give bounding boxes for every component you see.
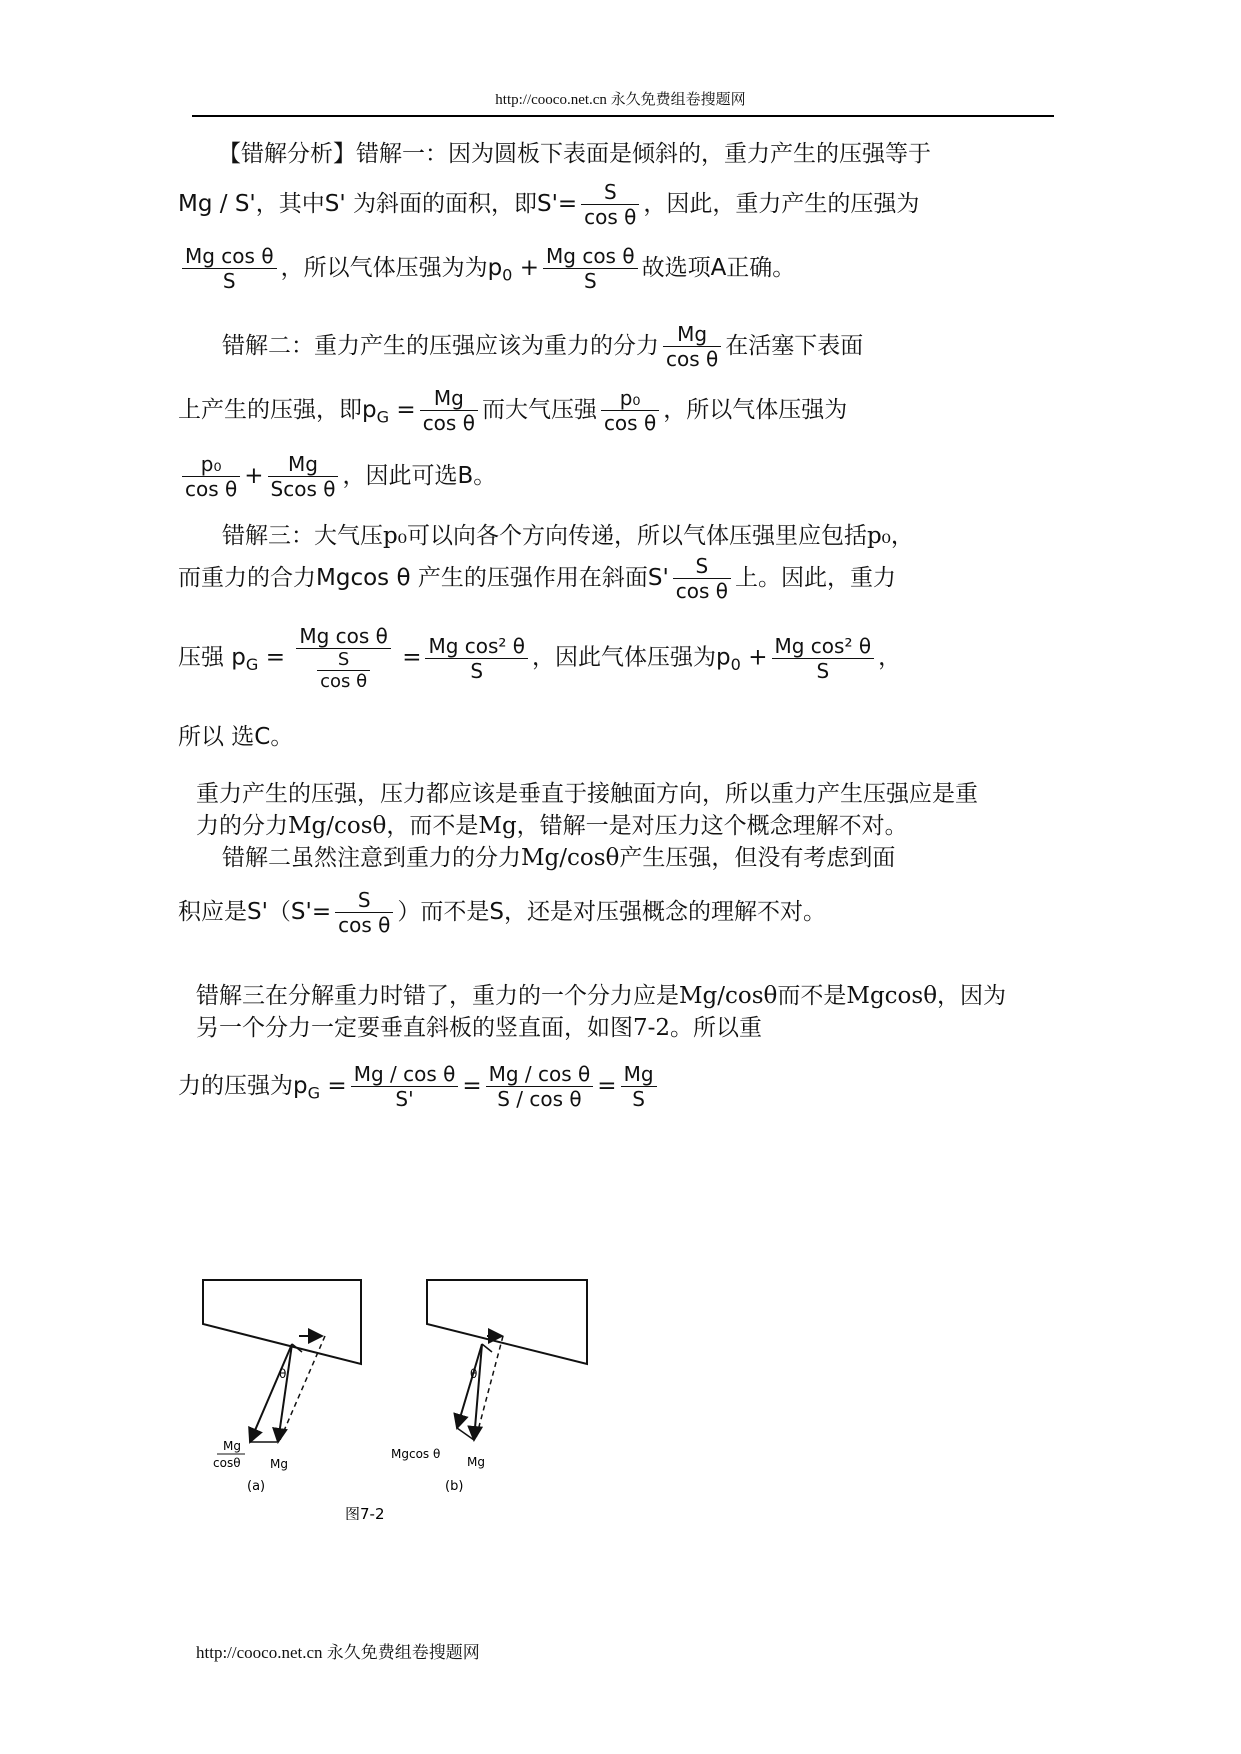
label-b: (b) (445, 1479, 464, 1494)
line-3 (178, 244, 795, 293)
fraction-s-over-cos (581, 180, 639, 229)
equals-sign: = (396, 397, 416, 423)
frac-num: p₀ (619, 386, 641, 410)
line-8-text-b: 上。因此，重力 (735, 565, 897, 591)
fraction-mgdiv-over-sdiv (486, 1062, 594, 1111)
line-4-text-a: 错解二：重力产生的压强应该为重力的分力 (222, 333, 659, 359)
cos-den-label-a: cosθ (213, 1456, 241, 1470)
fraction-mgcos2-over-s-2 (772, 634, 875, 683)
fraction-p0-over-cos-2 (182, 452, 240, 501)
equals-sign: = (402, 644, 422, 671)
frac-num: Mg cos θ (299, 624, 388, 648)
line-16: 另一个分力一定要垂直斜板的竖直面，如图7-2。所以重 (196, 1015, 763, 1041)
frac-num: S (357, 888, 371, 912)
line-15: 错解三在分解重力时错了，重力的一个分力应是Mg/cosθ而不是Mgcosθ，因为 (196, 983, 1007, 1009)
board-b (427, 1280, 587, 1364)
line-8-text-a: 而重力的合力Mgcos θ 产生的压强作用在斜面S' (178, 565, 669, 591)
frac-num: Mg (433, 386, 464, 410)
connector-b (457, 1428, 474, 1440)
mg-label-b: Mg (467, 1455, 485, 1469)
equals-sign: = (265, 644, 285, 671)
line-14 (178, 888, 826, 937)
subscript-g: G (307, 1083, 321, 1103)
line-1: 【错解分析】错解一：因为圆板下表面是倾斜的，重力产生的压强等于 (218, 141, 931, 167)
line-7: 错解三：大气压p₀可以向各个方向传递，所以气体压强里应包括p₀， (222, 523, 914, 549)
frac-den: S (470, 658, 484, 683)
mg-label-a: Mg (270, 1457, 288, 1471)
upper-link-b (482, 1344, 492, 1352)
fraction-s-over-cos-2 (673, 554, 731, 603)
fraction-mgdiv-over-sp (351, 1062, 459, 1111)
equals-sign: = (462, 1073, 482, 1099)
diagram-b (391, 1280, 587, 1494)
fraction-s-over-cos-3 (335, 888, 393, 937)
frac-den: S (632, 1087, 645, 1111)
subscript-g: G (376, 407, 390, 427)
header-rule (192, 115, 1054, 117)
fraction-p0-over-cos (601, 386, 659, 435)
label-a: (a) (247, 1479, 266, 1494)
frac-den: cos θ (185, 477, 238, 501)
frac-num: Mg / cos θ (353, 1062, 456, 1086)
line-14-text-a: 积应是S'（S'= (178, 899, 332, 925)
subscript-0: 0 (502, 265, 513, 285)
frac-num: Mg (623, 1062, 654, 1086)
diagram-a (203, 1280, 361, 1494)
line-6 (178, 452, 496, 501)
frac-den: cos θ (584, 205, 637, 229)
equals-sign: = (597, 1073, 617, 1099)
line-14-text-b: ）而不是S，还是对压强概念的理解不对。 (397, 899, 826, 925)
fraction-mgcos-over-s (182, 244, 277, 293)
frac-num: Mg cos θ (546, 244, 635, 268)
frac-num: Mg cos θ (185, 244, 274, 268)
frac-den: S (222, 269, 236, 293)
frac-num: p₀ (200, 452, 222, 476)
line-4 (222, 322, 863, 371)
line-9-text-b: ，因此气体压强为p (532, 644, 731, 671)
frac-den: S / cos θ (497, 1087, 582, 1111)
plus-sign: + (244, 463, 264, 489)
plus-sign: + (748, 644, 768, 671)
frac-num: Mg (677, 322, 708, 346)
frac-num: Mg / cos θ (488, 1062, 591, 1086)
frac-den: cos θ (320, 671, 368, 692)
line-6-text: ，因此可选B。 (342, 463, 497, 489)
mgcos-label-b: Mgcos θ (391, 1447, 441, 1461)
line-17 (178, 1062, 661, 1111)
nested-fraction (317, 649, 370, 692)
frac-den: cos θ (338, 913, 391, 937)
frac-den: Scos θ (270, 477, 336, 501)
frac-num: S (695, 554, 709, 578)
equals-sign: = (327, 1073, 347, 1099)
theta-label-a: θ (279, 1367, 287, 1381)
line-3-text-b: 故选项A正确。 (641, 255, 796, 281)
frac-num: Mg cos² θ (428, 633, 526, 658)
line-5 (178, 386, 847, 435)
line-10: 所以 选C。 (178, 724, 294, 750)
comma: ， (878, 644, 902, 671)
figure-7-2 (195, 1270, 615, 1520)
frac-num: Mg (288, 452, 318, 476)
line-4-text-b: 在活塞下表面 (725, 333, 864, 359)
line-5-text-c: ，所以气体压强为 (663, 397, 848, 423)
fraction-mgcos2-over-s (425, 634, 528, 683)
figure-caption: 图7-2 (345, 1505, 385, 1520)
frac-den: cos θ (603, 411, 657, 435)
frac-den: cos θ (422, 411, 475, 435)
page-header: http://cooco.net.cn 永久免费组卷搜题网 (495, 92, 746, 108)
dashed-line-a (280, 1336, 325, 1440)
fraction-mg-over-scos (268, 452, 339, 501)
line-8 (178, 554, 896, 603)
fraction-mg-over-cos-2 (420, 386, 478, 435)
line-13: 错解二虽然注意到重力的分力Mg/cosθ产生压强，但没有考虑到面 (222, 845, 896, 871)
line-2-text-b: ，因此，重力产生的压强为 (643, 191, 920, 217)
fraction-mgcos-over-s-2 (543, 244, 638, 293)
frac-den: cos θ (666, 347, 719, 371)
board-a (203, 1280, 361, 1364)
subscript-0: 0 (730, 655, 741, 675)
frac-den: S (816, 658, 830, 683)
subscript-g: G (245, 655, 259, 675)
frac-den: cos θ (675, 579, 729, 603)
line-2-text-a: Mg / S'，其中S' 为斜面的面积，即S'= (178, 191, 578, 217)
frac-num: S (603, 180, 617, 204)
line-9-text-a: 压强 p (178, 644, 246, 671)
frac-den: S' (395, 1087, 414, 1111)
compound-fraction (296, 624, 391, 692)
page-footer: http://cooco.net.cn 永久免费组卷搜题网 (196, 1643, 480, 1662)
line-11: 重力产生的压强，压力都应该是垂直于接触面方向，所以重力产生压强应是重 (196, 781, 978, 807)
theta-label-b: θ (470, 1367, 478, 1381)
line-2 (178, 180, 919, 229)
plus-sign: + (519, 255, 540, 281)
mg-num-label-a: Mg (223, 1439, 241, 1453)
line-9 (178, 624, 901, 692)
line-5-text-b: 而大气压强 (481, 397, 597, 423)
fraction-mg-over-s (621, 1062, 657, 1111)
line-17-text-a: 力的压强为p (178, 1073, 308, 1099)
frac-den-nested (314, 649, 373, 692)
line-12: 力的分力Mg/cosθ，而不是Mg，错解一是对压力这个概念理解不对。 (196, 813, 908, 839)
line-5-text-a: 上产生的压强，即p (178, 397, 377, 423)
frac-den: S (583, 269, 597, 293)
fraction-mg-over-cos (663, 322, 721, 371)
line-3-text-a: ，所以气体压强为为p (280, 255, 503, 281)
frac-num: S (337, 649, 350, 670)
frac-num: Mg cos² θ (774, 633, 872, 658)
